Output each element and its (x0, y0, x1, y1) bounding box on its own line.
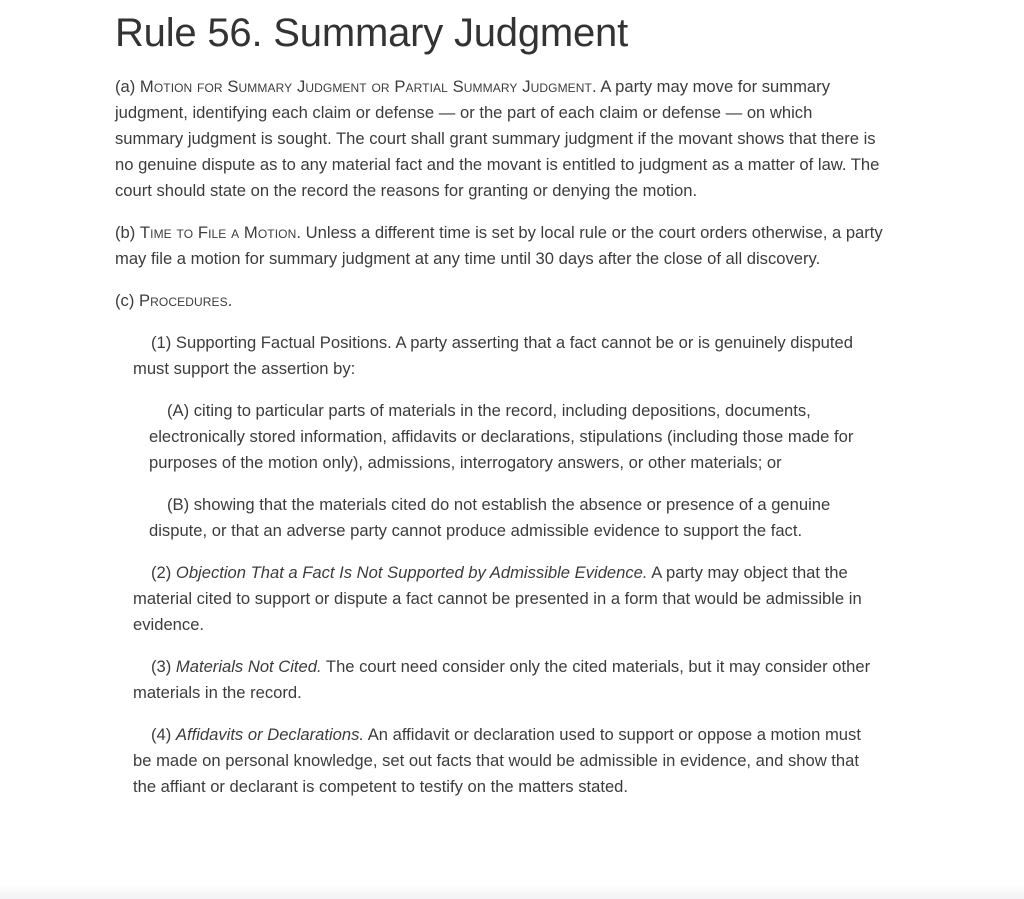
section-heading-c-3: Materials Not Cited. (175, 657, 322, 676)
section-heading-a: Motion for Summary Judgment or Partial Summary Judgment. (139, 77, 597, 96)
section-marker-c-2: (2) (151, 563, 172, 582)
section-paragraph-c (115, 272, 883, 314)
section-text-c-1-B: showing that the materials cited do not establish the absence or presence of a genuine dispute, or that an adverse party cannot produce admissible evidence to support the fact. (149, 495, 831, 540)
section-paragraph-b (115, 204, 883, 272)
section-heading-c-4: Affidavits or Declarations. (175, 725, 365, 744)
section-text-b: Unless a different time is set by local rule or the court orders otherwise, a party may file a motion for summary judgment at any time until 30 days after the close of all discovery. (115, 223, 883, 268)
section-paragraph-a (115, 58, 883, 204)
section-paragraph-c-1-A (149, 382, 883, 476)
page-bottom-shadow (0, 885, 1024, 899)
section-text-c-1-A: citing to particular parts of materials in the record, including depositions, documents, electronically stored information, affidavits or declarations, stipulations (including those made for purposes of the motion only), admissions, interrogatory answers, or other materials; or (149, 401, 854, 472)
section-marker-c-1: (1) (151, 333, 172, 352)
section-heading-c: Procedures. (138, 291, 233, 310)
section-text-c-4: An affidavit or declaration used to support or oppose a motion must be made on personal knowledge, set out facts that would be admissible in evidence, and show that the affiant or declarant is competent to testify on the matters stated. (133, 725, 861, 796)
section-heading-c-2: Objection That a Fact Is Not Supported by Admissible Evidence. (175, 563, 648, 582)
section-marker-a: (a) (115, 77, 136, 96)
section-marker-c-3: (3) (151, 657, 172, 676)
section-marker-c-1-A: (A) (167, 401, 190, 420)
section-paragraph-c-1 (133, 314, 883, 382)
section-text-c-1: A party asserting that a fact cannot be or is genuinely disputed must support the assertion by: (133, 333, 853, 378)
document-body (115, 0, 883, 800)
section-text-a: A party may move for summary judgment, identifying each claim or defense — or the part of each claim or defense — on which summary judgment is sought. The court shall grant summary judgment if the movant shows that there is no genuine dispute as to any material fact and the movant is entitled to judgment as a matter of law. The court should state on the record the reasons for granting or denying the motion. (115, 77, 880, 200)
section-marker-c: (c) (115, 291, 135, 310)
section-marker-c-1-B: (B) (167, 495, 190, 514)
section-text-c-2: A party may object that the material cited to support or dispute a fact cannot be presented in a form that would be admissible in evidence. (133, 563, 862, 634)
section-marker-b: (b) (115, 223, 136, 242)
section-text-c-3: The court need consider only the cited materials, but it may consider other materials in the record. (133, 657, 871, 702)
section-paragraph-c-1-B (149, 476, 883, 544)
section-heading-c-1: Supporting Factual Positions. (175, 333, 392, 352)
section-paragraph-c-4 (133, 706, 883, 800)
section-heading-b: Time to File a Motion. (139, 223, 302, 242)
section-paragraph-c-2 (133, 544, 883, 638)
section-paragraph-c-3 (133, 638, 883, 706)
page-title: Rule 56. Summary Judgment (115, 11, 629, 55)
section-marker-c-4: (4) (151, 725, 172, 744)
